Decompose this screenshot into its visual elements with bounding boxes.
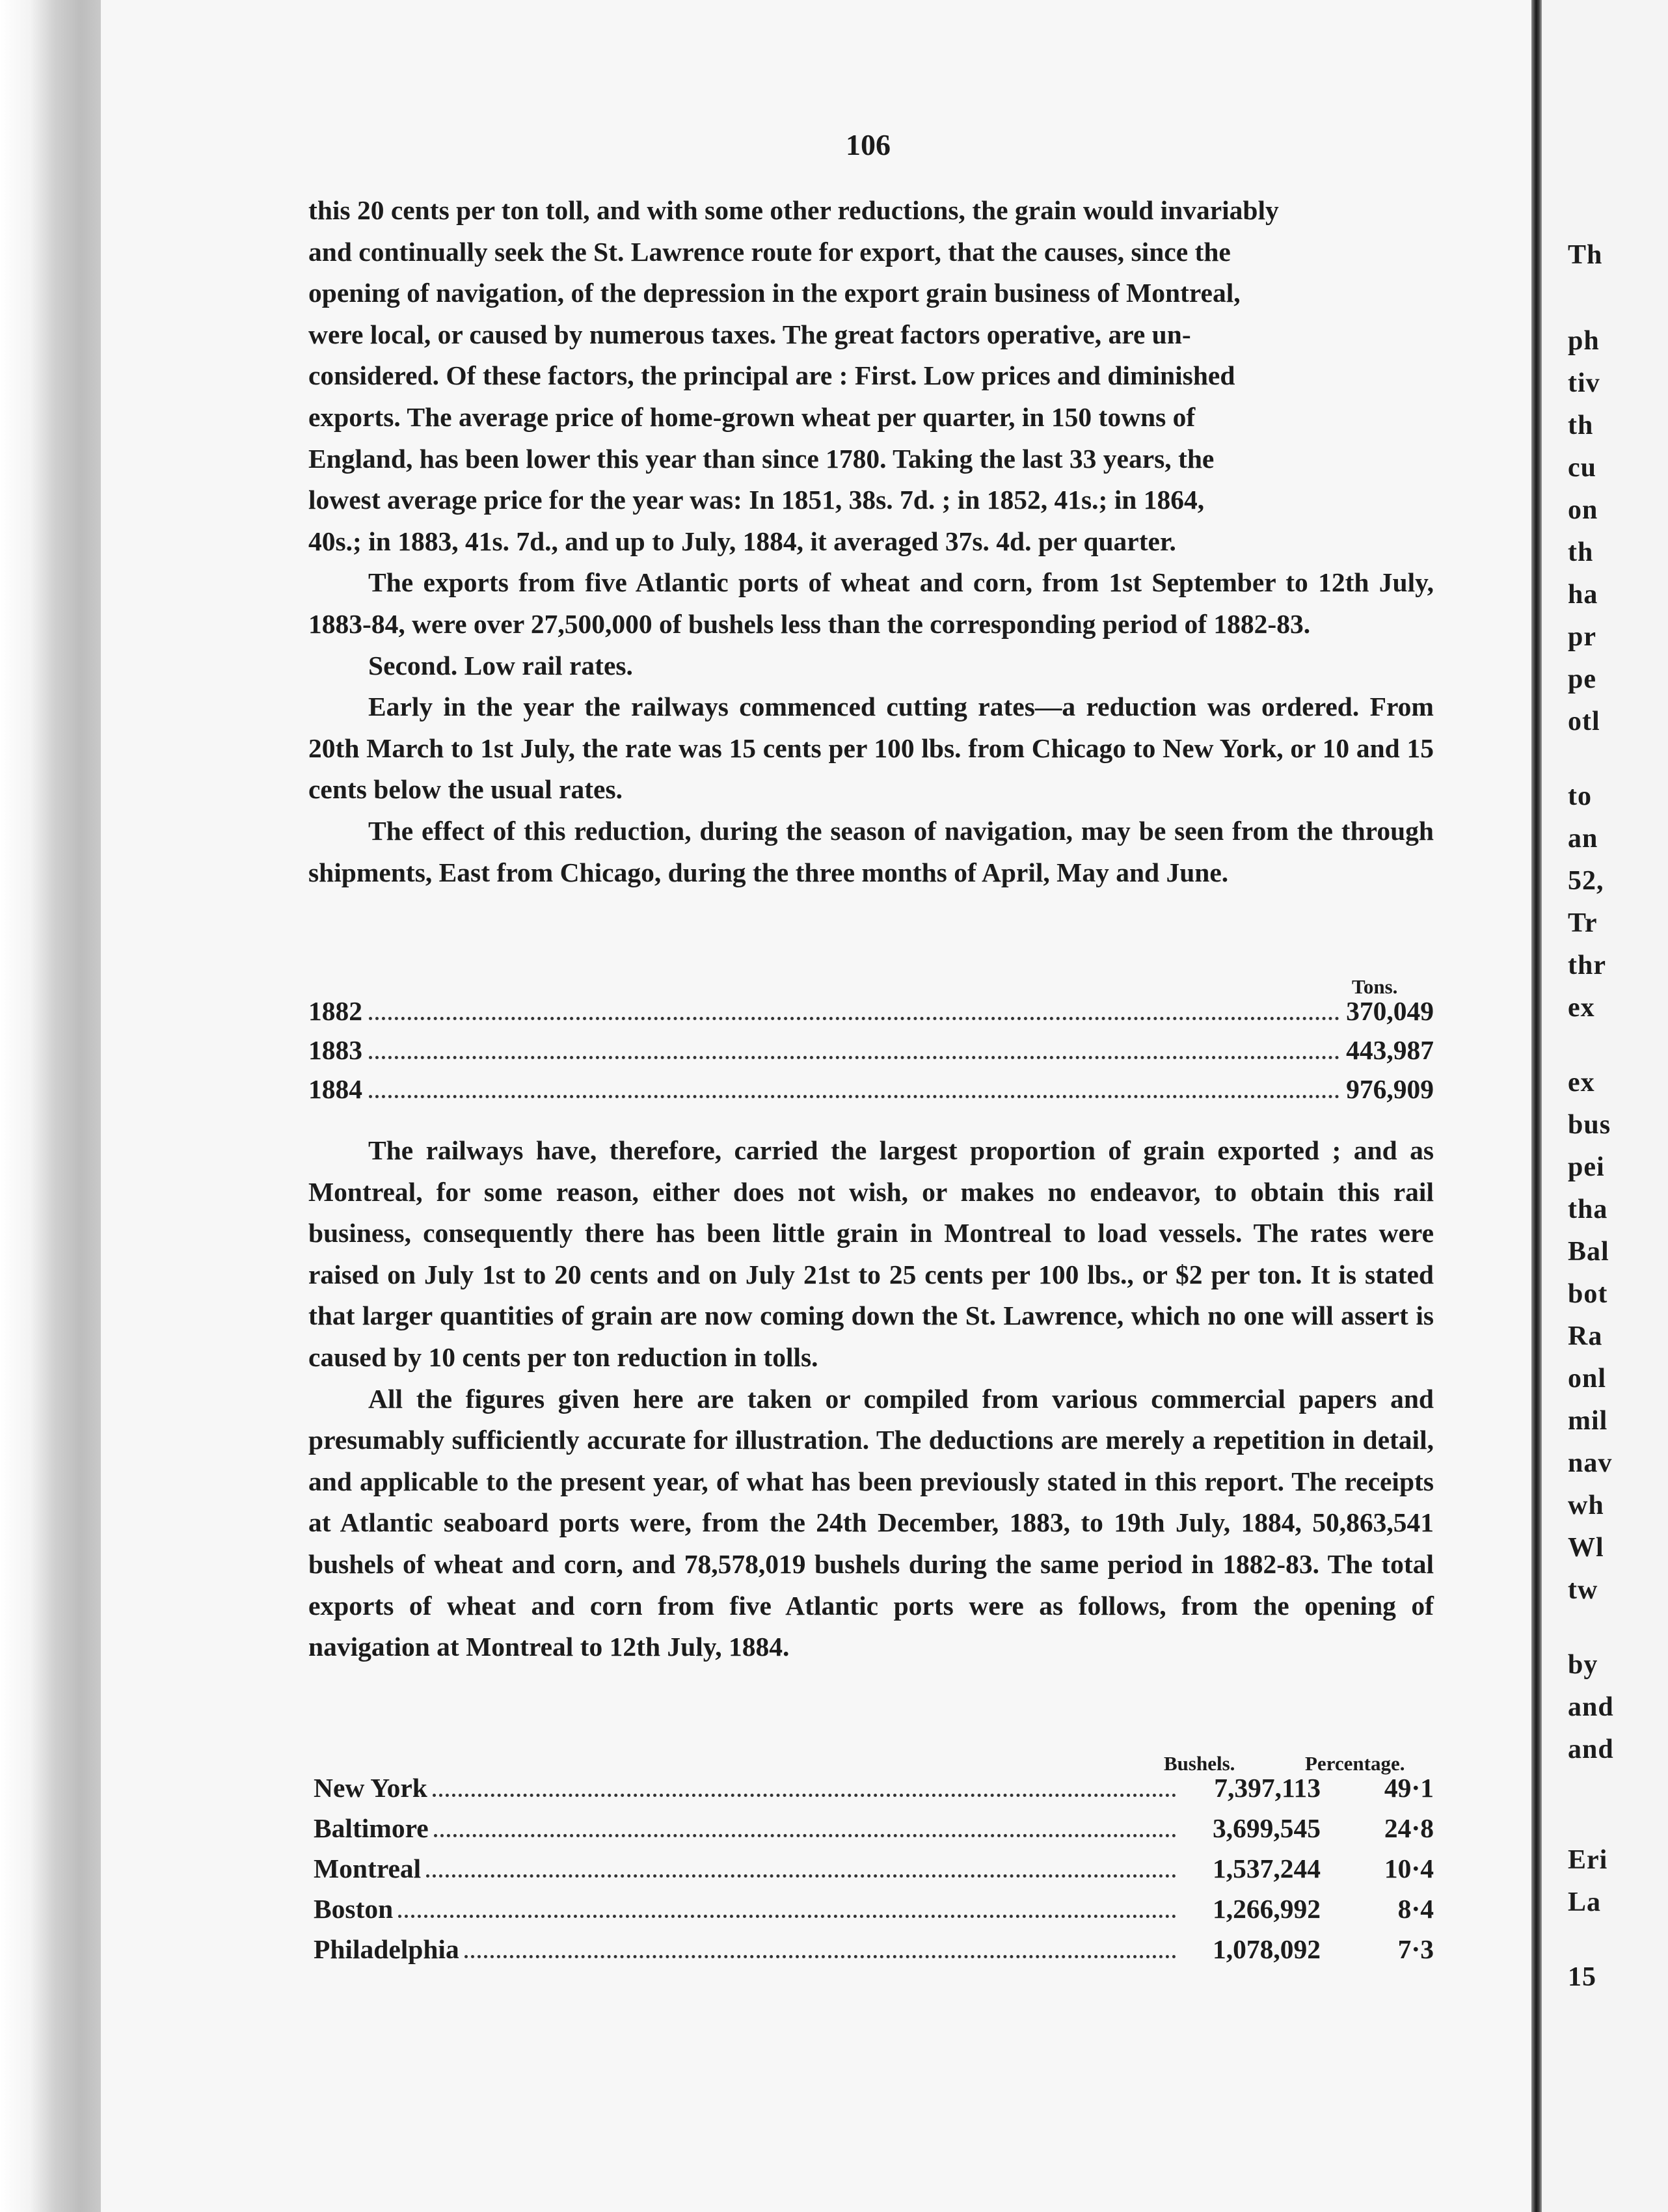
text-line: lowest average price for the year was: In 1851, 38s. 7d. ; in 1852, 41s.; in 1864,: [308, 485, 1205, 515]
tons-row: [308, 1073, 1434, 1113]
facing-page-fragment: wh: [1568, 1490, 1604, 1520]
percentage-value: 24·8: [1384, 1813, 1434, 1843]
facing-page-fragment: by: [1568, 1650, 1598, 1680]
year: 1883: [308, 1035, 362, 1065]
body-text-lower: [308, 1130, 1434, 1668]
export-row: [314, 1813, 1434, 1853]
export-row: [314, 1853, 1434, 1893]
dot-leader: [434, 1834, 1176, 1837]
export-row: [314, 1772, 1434, 1813]
facing-page-fragment: Th: [1568, 240, 1603, 270]
percentage-value: 10·4: [1384, 1854, 1434, 1883]
dot-leader: [398, 1915, 1176, 1918]
paragraph-3: Second. Low rail rates.: [368, 650, 633, 681]
percentage-value: 7·3: [1397, 1934, 1434, 1964]
paragraph-7: All the figures given here are taken or compiled from various commercial papers and presumably sufficiently accurate for illustration. The deductions are merely a repetition in detail, and applicable to the present year, of what has been previously stated in this report. The receipts at Atlantic seaboard ports were, from the 24th December, 1883, to 19th July, 1884, 50,863,541 bushels of wheat and corn, and 78,578,019 bushels during the same period in 1882-83. The total exports of wheat and corn from five Atlantic ports were as follows, from the opening of navigation at Montreal to 12th July, 1884.: [308, 1383, 1434, 1662]
port-name: Philadelphia: [314, 1934, 459, 1964]
percentage-header: Percentage.: [1305, 1752, 1405, 1775]
dot-leader: [369, 1056, 1339, 1059]
text-line: 40s.; in 1883, 41s. 7d., and up to July, 1884, it averaged 37s. 4d. per quarter.: [308, 526, 1176, 556]
bushels-value: 7,397,113: [1214, 1773, 1321, 1803]
facing-page-fragment: 52,: [1568, 866, 1604, 896]
port-name: New York: [314, 1773, 427, 1803]
port-name: Montreal: [314, 1854, 422, 1883]
facing-page-edge: [1542, 0, 1668, 2212]
dot-leader: [433, 1794, 1176, 1797]
page-number: 106: [846, 128, 891, 161]
facing-page-fragment: ex: [1568, 993, 1595, 1023]
bushels-value: 1,078,092: [1213, 1934, 1321, 1964]
tons-value: 443,987: [1346, 1035, 1434, 1065]
facing-page-fragment: tw: [1568, 1575, 1598, 1605]
text-line: were local, or caused by numerous taxes. The great factors operative, are un-: [308, 319, 1191, 349]
tons-row: [308, 995, 1434, 1034]
facing-page-fragment: pe: [1568, 664, 1596, 694]
tons-row: [308, 1034, 1434, 1073]
text-line: England, has been lower this year than since 1780. Taking the last 33 years, the: [308, 443, 1215, 474]
bushels-header: Bushels.: [1164, 1752, 1235, 1775]
text-line: exports. The average price of home-grown wheat per quarter, in 150 towns of: [308, 401, 1196, 432]
facing-page-fragment: mil: [1568, 1406, 1608, 1436]
facing-page-fragment: pei: [1568, 1152, 1605, 1182]
facing-page-fragment: th: [1568, 537, 1594, 567]
port-name: Baltimore: [314, 1813, 429, 1843]
facing-page-fragment: otl: [1568, 707, 1600, 736]
facing-page-fragment: to: [1568, 781, 1592, 811]
facing-page-fragment: La: [1568, 1887, 1602, 1917]
paragraph-5: The effect of this reduction, during the season of navigation, may be seen from the through shipments, East from Chicago, during the three months of April, May and June.: [308, 815, 1434, 887]
bushels-value: 1,537,244: [1213, 1854, 1321, 1883]
facing-page-fragment: pr: [1568, 622, 1596, 652]
facing-page-fragment: Wl: [1568, 1533, 1604, 1563]
dot-leader: [369, 1017, 1339, 1020]
year: 1882: [308, 996, 362, 1026]
facing-page-fragment: on: [1568, 495, 1598, 525]
facing-page-fragment: bus: [1568, 1110, 1611, 1140]
facing-page-fragment: thr: [1568, 951, 1606, 980]
facing-page-fragment: nav: [1568, 1448, 1613, 1478]
dot-leader: [426, 1874, 1176, 1878]
book-spine: [1531, 0, 1542, 2212]
bushels-value: 3,699,545: [1213, 1813, 1321, 1843]
dot-leader: [464, 1955, 1176, 1958]
facing-page-fragment: cu: [1568, 453, 1596, 483]
text-line: considered. Of these factors, the principal are : First. Low prices and diminished: [308, 360, 1235, 391]
facing-page-fragment: and: [1568, 1734, 1614, 1764]
left-gutter: [0, 0, 101, 2212]
facing-page-fragment: ex: [1568, 1068, 1595, 1098]
export-row: [314, 1934, 1434, 1974]
text-line: opening of navigation, of the depression in the export grain business of Montreal,: [308, 278, 1241, 308]
facing-page-fragment: 15: [1568, 1962, 1596, 1992]
facing-page-fragment: Bal: [1568, 1237, 1609, 1267]
facing-page-fragment: ha: [1568, 580, 1598, 610]
facing-page-fragment: an: [1568, 824, 1598, 854]
body-text: [308, 190, 1434, 893]
facing-page-fragment: bot: [1568, 1279, 1608, 1309]
paragraph-4: Early in the year the railways commenced cutting rates—a reduction was ordered. From 20th March to 1st July, the rate was 15 cents per 100 lbs. from Chicago to New York, or 10 and 15 cents below the usual rates.: [308, 692, 1434, 805]
facing-page-fragment: onl: [1568, 1364, 1607, 1394]
tons-value: 976,909: [1346, 1074, 1434, 1104]
dot-leader: [369, 1095, 1339, 1098]
facing-page-fragment: and: [1568, 1692, 1614, 1722]
percentage-value: 8·4: [1397, 1894, 1434, 1924]
percentage-value: 49·1: [1384, 1773, 1434, 1803]
facing-page-fragment: tiv: [1568, 368, 1600, 398]
port-name: Boston: [314, 1894, 394, 1924]
text-line: this 20 cents per ton toll, and with some other reductions, the grain would invariably: [308, 195, 1279, 225]
year: 1884: [308, 1074, 362, 1104]
facing-page-fragment: th: [1568, 411, 1594, 440]
facing-page-fragment: ph: [1568, 326, 1600, 356]
text-line: and continually seek the St. Lawrence route for export, that the causes, since the: [308, 236, 1231, 267]
facing-page-fragment: Tr: [1568, 908, 1598, 938]
facing-page-fragment: Ra: [1568, 1321, 1603, 1351]
facing-page-fragment: tha: [1568, 1194, 1608, 1224]
facing-page-fragment: Eri: [1568, 1845, 1608, 1875]
bushels-value: 1,266,992: [1213, 1894, 1321, 1924]
paragraph-1: [308, 190, 1434, 562]
export-row: [314, 1893, 1434, 1934]
paragraph-6: The railways have, therefore, carried the largest proportion of grain exported ; and as Montreal, for some reason, either does not wish, or makes no endeavor, to obtain this rail business, consequently there has been little grain in Montreal to load vessels. The rates were raised on July 1st to 20 cents and on July 21st to 25 cents per 100 lbs., or $2 per ton. It is stated that larger quantities of grain are now coming down the St. Lawrence, which no one will assert is caused by 10 cents per ton reduction in tolls.: [308, 1135, 1434, 1372]
paragraph-2: The exports from five Atlantic ports of wheat and corn, from 1st September to 12th July, 1883-84, were over 27,500,000 of bushels less than the corresponding period of 1882-83.: [308, 567, 1434, 639]
tons-value: 370,049: [1346, 996, 1434, 1026]
tons-header: Tons.: [1352, 975, 1398, 998]
